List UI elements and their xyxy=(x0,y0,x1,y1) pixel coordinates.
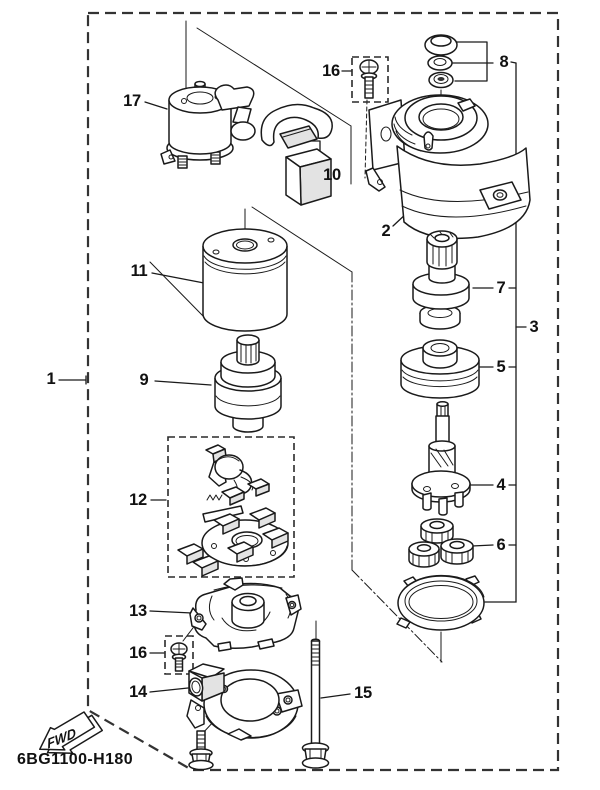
part-8-cap-washers-drawing xyxy=(425,35,457,88)
part-16-top-screw-drawing xyxy=(360,60,378,98)
mounting-screw-drawing xyxy=(189,731,213,770)
part-9-clutch-drawing xyxy=(215,335,281,432)
part-5-spacer-drawing xyxy=(401,340,479,398)
part-2-front-bracket-drawing xyxy=(366,95,530,238)
callout-17: 17 xyxy=(123,91,141,110)
callout-4: 4 xyxy=(496,475,506,494)
part-11-armature-drawing xyxy=(203,229,287,331)
callout-10: 10 xyxy=(323,165,341,184)
callout-16-bottom: 16 xyxy=(129,643,147,662)
part-12-brush-holder-drawing xyxy=(178,445,288,576)
callout-3: 3 xyxy=(529,317,539,336)
callout-7: 7 xyxy=(496,278,506,297)
callout-14: 14 xyxy=(129,682,147,701)
part-4-pinion-shaft-drawing xyxy=(412,402,470,515)
callout-8: 8 xyxy=(499,52,509,71)
callout-6: 6 xyxy=(496,535,506,554)
diagram-code-label: 6BG1100-H180 xyxy=(17,751,133,768)
callout-1: 1 xyxy=(46,369,56,388)
callout-13: 13 xyxy=(129,601,147,620)
callout-12: 12 xyxy=(129,490,147,509)
part-6-planet-gears-drawing xyxy=(409,519,473,567)
part-15-bolt-drawing xyxy=(303,639,329,768)
callout-9: 9 xyxy=(139,370,149,389)
callout-5: 5 xyxy=(496,357,506,376)
callout-11: 11 xyxy=(130,261,148,280)
callout-15: 15 xyxy=(354,683,372,702)
part-3-ring-gear-drawing xyxy=(397,575,484,630)
callout-2: 2 xyxy=(381,221,391,240)
fwd-arrow-label: FWD xyxy=(46,725,77,752)
part-16-bottom-screw-drawing xyxy=(171,643,187,671)
part-7-drive-pinion-drawing xyxy=(413,231,469,329)
callout-16-top: 16 xyxy=(322,61,340,80)
part-13-center-bracket-drawing xyxy=(190,578,301,651)
part-14-rear-bracket-drawing xyxy=(187,664,302,740)
